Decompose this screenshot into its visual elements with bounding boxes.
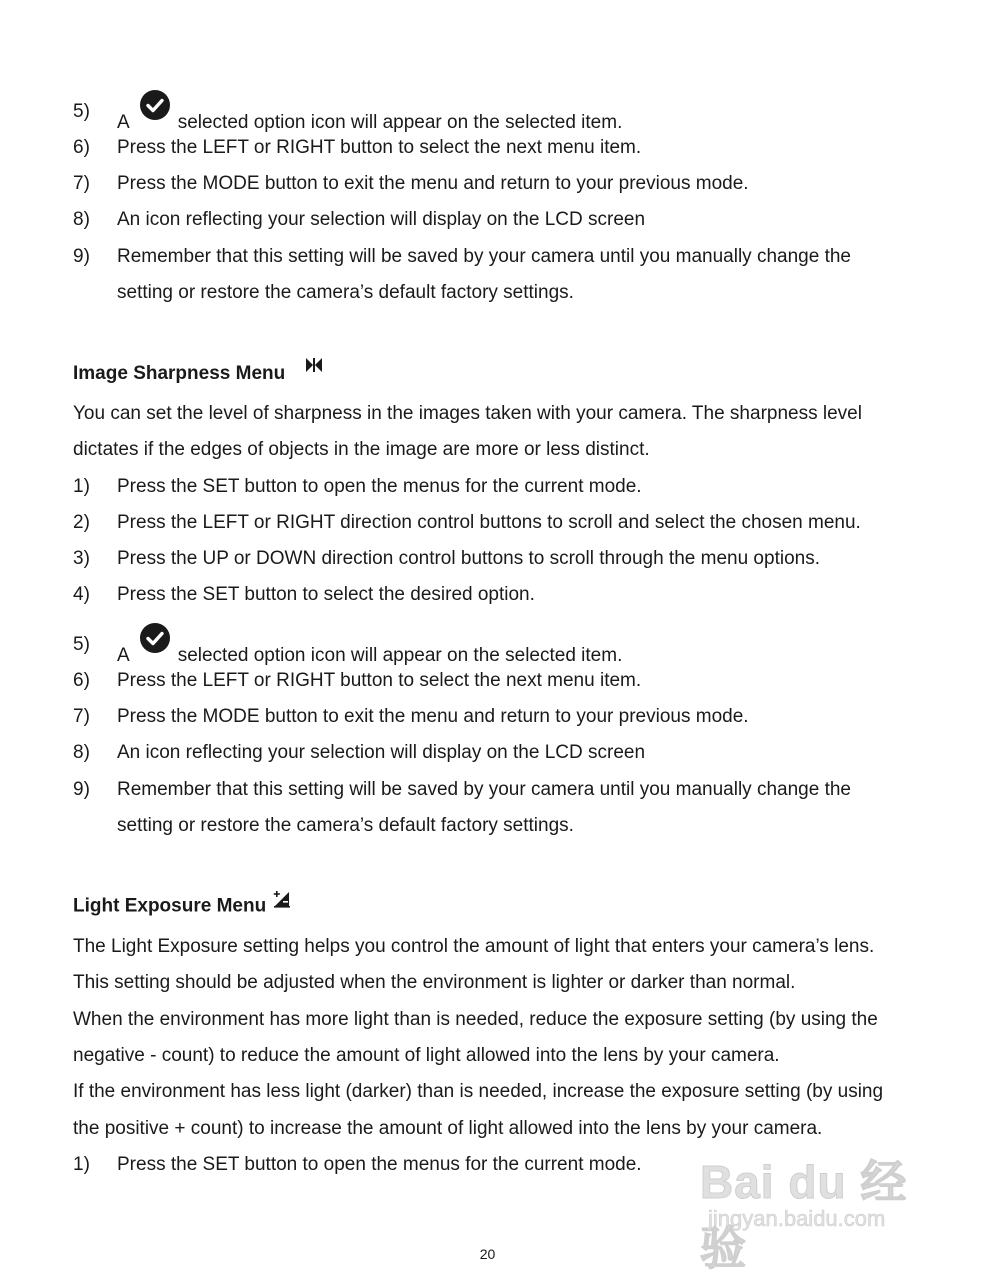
section-heading-sharpness: Image Sharpness Menu — [73, 362, 323, 386]
paragraph: dictates if the edges of objects in the image are more or less distinct. — [73, 439, 650, 460]
page-number: 20 — [479, 1246, 496, 1262]
section-heading-exposure: Light Exposure Menu — [73, 894, 291, 919]
watermark: Bai du 经验 jingyan.baidu.com — [700, 1156, 908, 1274]
checkmark-icon — [140, 623, 170, 653]
checkmark-icon — [140, 90, 170, 120]
paragraph: This setting should be adjusted when the environment is lighter or darker than normal. — [73, 972, 796, 993]
paragraph: the positive + count) to increase the amount of light allowed into the lens by your camera. — [73, 1118, 823, 1139]
paragraph: You can set the level of sharpness in the images taken with your camera. The sharpness level — [73, 403, 862, 424]
paragraph: The Light Exposure setting helps you control the amount of light that enters your camera’s lens. — [73, 936, 875, 957]
sharpness-icon — [305, 362, 323, 386]
paragraph: negative - count) to reduce the amount of light allowed into the lens by your camera. — [73, 1045, 780, 1066]
paragraph: When the environment has more light than is needed, reduce the exposure setting (by using the — [73, 1009, 878, 1030]
exposure-icon — [273, 894, 291, 919]
paragraph: If the environment has less light (darker) than is needed, increase the exposure setting (by using — [73, 1081, 884, 1102]
